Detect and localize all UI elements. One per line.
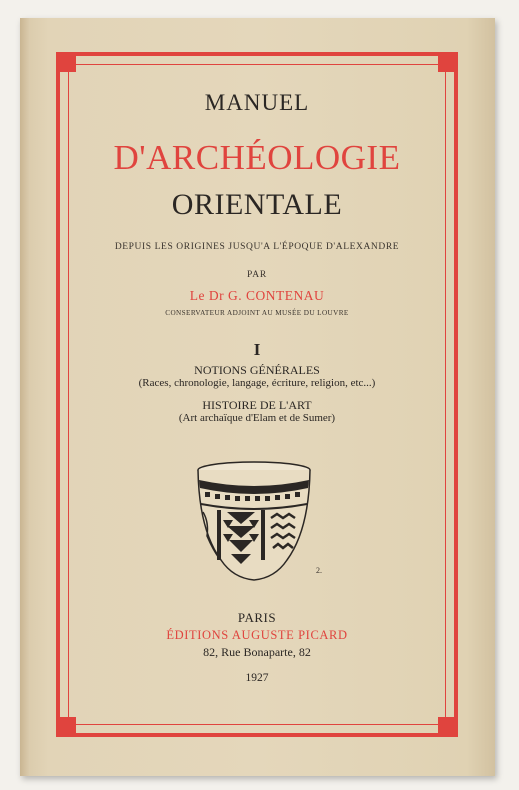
- author-name: Le Dr G. CONTENAU: [189, 288, 325, 303]
- title-orientale: ORIENTALE: [171, 188, 343, 221]
- corner-square-top-right: [438, 52, 458, 72]
- section2-title: HISTOIRE DE L'ART: [202, 398, 312, 412]
- figure-number: 2.: [316, 566, 322, 575]
- publication-year: 1927: [245, 672, 269, 684]
- title-archeologie: D'ARCHÉOLOGIE: [113, 138, 401, 177]
- publisher-address: 82, Rue Bonaparte, 82: [203, 645, 311, 659]
- corner-square-top-left: [56, 52, 76, 72]
- cover-edge: [20, 18, 30, 776]
- section2-detail: (Art archaïque d'Elam et de Sumer): [178, 412, 336, 424]
- vase-illustration: [193, 460, 315, 584]
- corner-square-bottom-left: [56, 717, 76, 737]
- subtitle: DEPUIS LES ORIGINES JUSQU'A L'ÉPOQUE D'ALEXANDRE: [114, 242, 400, 252]
- publisher-name: ÉDITIONS AUGUSTE PICARD: [166, 628, 348, 642]
- by-label: PAR: [246, 270, 267, 280]
- publisher-city: PARIS: [237, 610, 277, 625]
- author-role: CONSERVATEUR ADJOINT AU MUSÉE DU LOUVRE: [165, 309, 349, 317]
- title-manuel: MANUEL: [204, 90, 310, 115]
- section1-detail: (Races, chronologie, langage, écriture, religion, etc...): [138, 377, 376, 389]
- volume-number: I: [253, 340, 261, 359]
- section1-title: NOTIONS GÉNÉRALES: [194, 363, 320, 377]
- corner-square-bottom-right: [438, 717, 458, 737]
